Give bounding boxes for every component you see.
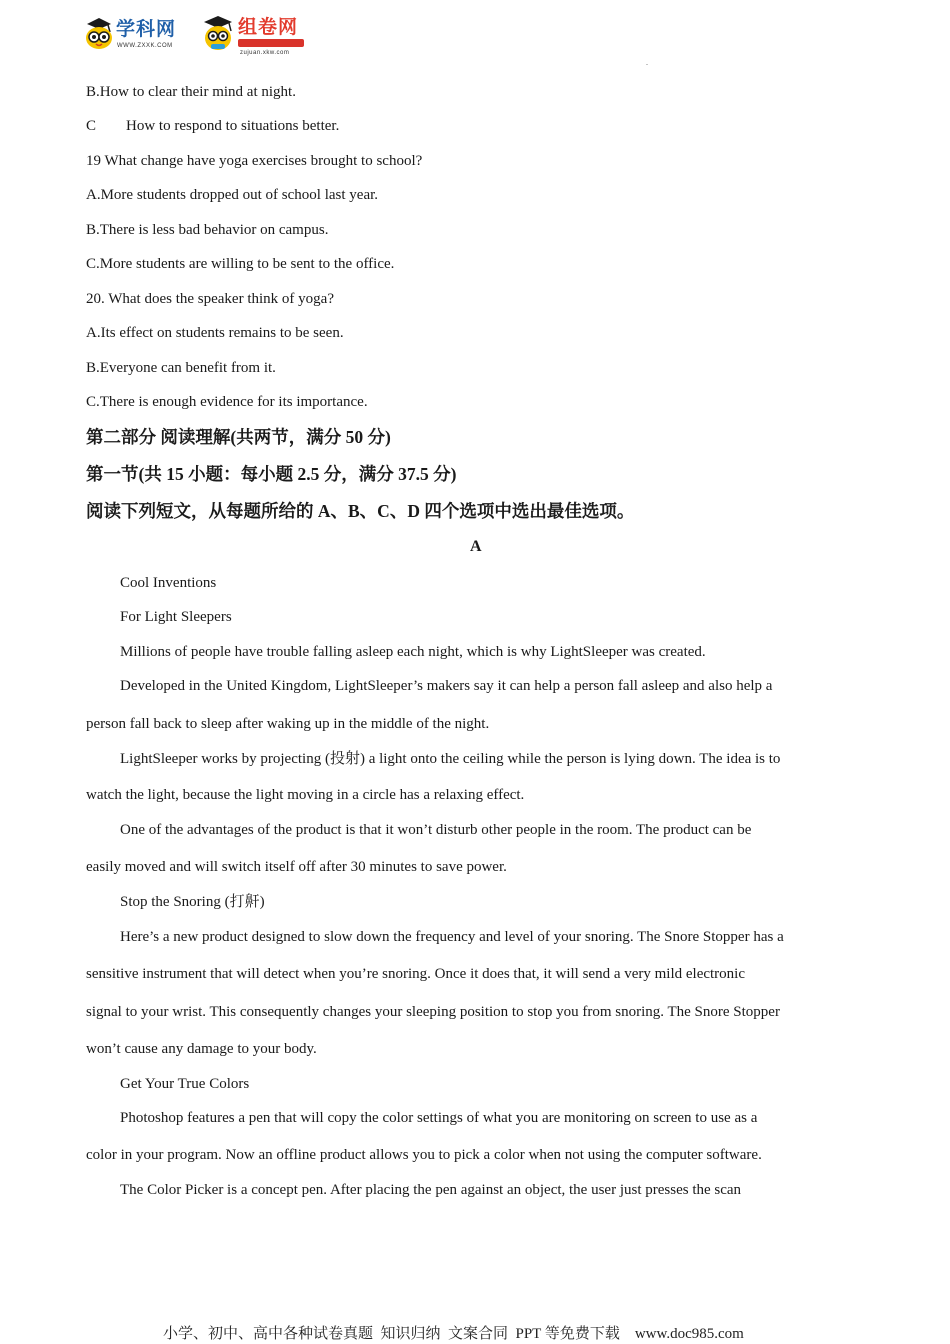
passage-line: easily moved and will switch itself off after 30 minutes to save power. <box>86 859 507 875</box>
passage-line: Here’s a new product designed to slow down the frequency and level of your snoring. The Snore Stopper has a <box>120 929 784 945</box>
graduate-mascot-icon <box>200 14 236 52</box>
stray-dot: . <box>646 58 648 67</box>
passage-label: A <box>470 538 482 555</box>
answer-option-line: B.There is less bad behavior on campus. <box>86 222 329 238</box>
zujuan-logo-url: zujuan.xkw.com <box>240 50 290 56</box>
passage-line: Photoshop features a pen that will copy the color settings of what you are monitoring on screen to use as a <box>120 1110 758 1126</box>
part-two-heading: 第二部分 阅读理解(共两节，满分 50 分) <box>86 427 391 447</box>
passage-line: sensitive instrument that will detect when you’re snoring. Once it does that, it will send a very mild electronic <box>86 966 746 982</box>
question-19: 19 What change have yoga exercises brought to school? <box>86 153 423 169</box>
passage-subtitle: Stop the Snoring (打鼾) <box>120 894 265 910</box>
owl-mascot-icon <box>84 16 114 50</box>
passage-line: color in your program. Now an offline product allows you to pick a color when not using the computer software. <box>86 1147 762 1163</box>
section-one-heading: 第一节(共 15 小题：每小题 2.5 分，满分 37.5 分) <box>86 464 457 484</box>
passage-subtitle: For Light Sleepers <box>120 609 232 625</box>
passage-line: One of the advantages of the product is that it won’t disturb other people in the room. The product can be <box>120 822 752 838</box>
page-header <box>84 12 484 56</box>
zxxk-logo[interactable] <box>84 12 194 56</box>
answer-option-line: A.Its effect on students remains to be seen. <box>86 325 344 341</box>
zujuan-logo-banner <box>238 39 304 47</box>
answer-option-line: B.Everyone can benefit from it. <box>86 360 276 376</box>
answer-option-line: A.More students dropped out of school last year. <box>86 187 379 203</box>
answer-option-line: B.How to clear their mind at night. <box>86 84 296 100</box>
page-footer: 小学、初中、高中各种试卷真题 知识归纳 文案合同 PPT 等免费下载 www.doc985.com <box>163 1326 744 1342</box>
passage-line: LightSleeper works by projecting (投射) a light onto the ceiling while the person is lying down. The idea is to <box>120 751 781 767</box>
passage-title: Cool Inventions <box>120 575 217 591</box>
passage-line: The Color Picker is a concept pen. After placing the pen against an object, the user just presses the scan <box>120 1182 742 1198</box>
zujuan-logo-title: 组卷网 <box>238 17 299 38</box>
answer-option-line: C.There is enough evidence for its importance. <box>86 394 368 410</box>
answer-option-line: C How to respond to situations better. <box>86 118 340 134</box>
passage-line: signal to your wrist. This consequently changes your sleeping position to stop you from snoring. The Snore Stopper <box>86 1004 780 1020</box>
passage-line: Millions of people have trouble falling asleep each night, which is why LightSleeper was created. <box>120 644 706 660</box>
answer-option-line: C.More students are willing to be sent to the office. <box>86 256 395 272</box>
zxxk-logo-title: 学科网 <box>116 19 177 40</box>
question-20: 20. What does the speaker think of yoga? <box>86 291 334 307</box>
instructions-heading: 阅读下列短文，从每题所给的 A、B、C、D 四个选项中选出最佳选项。 <box>86 501 635 521</box>
passage-line: won’t cause any damage to your body. <box>86 1041 317 1057</box>
passage-subtitle: Get Your True Colors <box>120 1076 250 1092</box>
passage-line: watch the light, because the light moving in a circle has a relaxing effect. <box>86 787 525 803</box>
zujuan-logo[interactable] <box>200 12 315 56</box>
passage-line: Developed in the United Kingdom, LightSleeper’s makers say it can help a person fall asleep and also help a <box>120 678 773 694</box>
passage-line: person fall back to sleep after waking up in the middle of the night. <box>86 716 490 732</box>
zxxk-logo-url: WWW.ZXXK.COM <box>117 43 173 49</box>
